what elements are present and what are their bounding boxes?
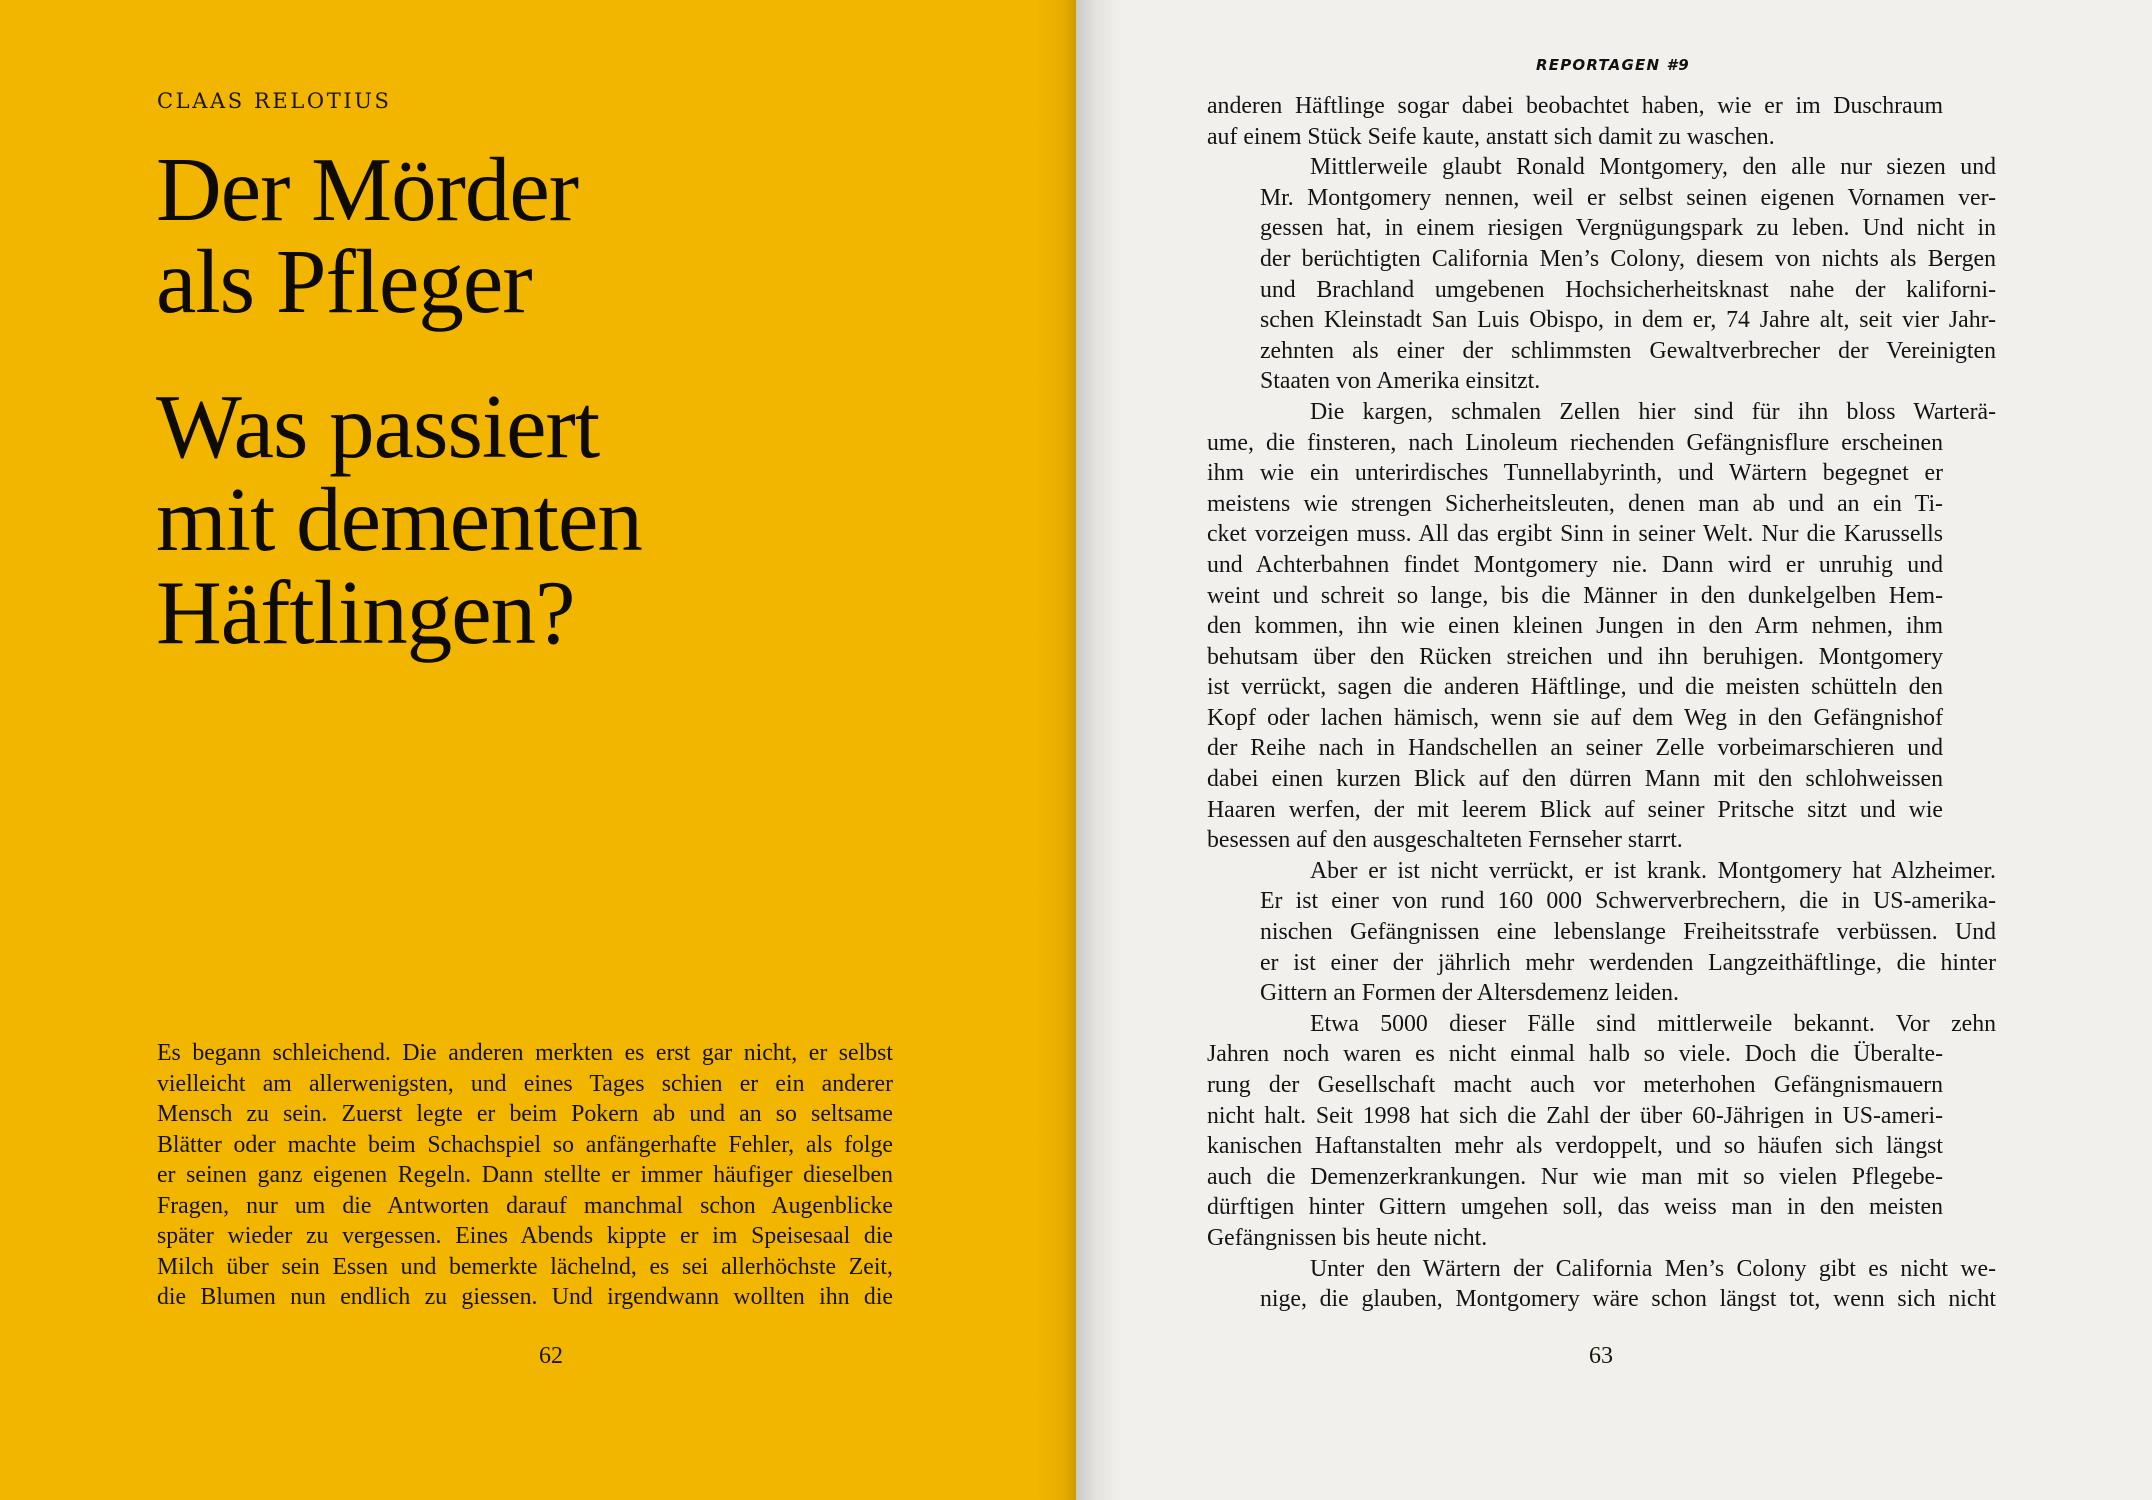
page-number-left: 62 (539, 1343, 563, 1369)
page-number-right: 63 (1589, 1343, 1613, 1369)
text-line: er seinen ganz eigenen Regeln. Dann stellte er immer häufiger dieselben (157, 1162, 893, 1188)
text-line: Es begann schleichend. Die anderen merkten es erst gar nicht, er selbst (157, 1040, 893, 1066)
text-line: schen Kleinstadt San Luis Obispo, in dem er, 74 Jahre alt, seit vier Jahr- (1260, 307, 1996, 334)
article-subtitle (156, 376, 642, 663)
text-line: cket vorzeigen muss. All das ergibt Sinn in seiner Welt. Nur die Karussells (1207, 521, 1943, 548)
text-line: rung der Gesellschaft macht auch vor meterhohen Gefängnismauern (1207, 1072, 1943, 1098)
paragraph-first-line: Aber er ist nicht verrückt, er ist krank. Montgomery hat Alzheimer. (1310, 857, 1996, 884)
text-line: ihm wie ein unterirdisches Tunnellabyrinth, und Wärtern begegnet er (1207, 460, 1943, 487)
text-line: besessen auf den ausgeschalteten Fernseher starrt. (1207, 827, 1683, 854)
text-line: gessen hat, in einem riesigen Vergnügungspark zu leben. Und nicht in (1260, 215, 1996, 242)
paragraph-first-line: Die kargen, schmalen Zellen hier sind für ihn bloss Warterä- (1310, 398, 1996, 425)
text-line: Mensch zu sein. Zuerst legte er beim Pokern ab und an so seltsame (157, 1101, 893, 1127)
text-line: später wieder zu vergessen. Eines Abends kippte er im Speisesaal die (157, 1223, 893, 1249)
text-line: er ist einer der jährlich mehr werdenden Langzeithäftlinge, die hinter (1260, 949, 1996, 976)
author-name: CLAAS RELOTIUS (157, 89, 392, 113)
text-line: dürftigen hinter Gittern umgehen soll, das weiss man in den meisten (1207, 1194, 1943, 1221)
text-line: Fragen, nur um die Antworten darauf manchmal schon Augenblicke (157, 1192, 893, 1219)
text-line: Mr. Montgomery nennen, weil er selbst seinen eigenen Vornamen ver- (1260, 184, 1996, 211)
text-line: kanischen Haftanstalten mehr als verdoppelt, und so häufen sich längst (1207, 1133, 1943, 1160)
running-head: REPORTAGEN #9 (1536, 56, 1690, 74)
text-line: auch die Demenzerkrankungen. Nur wie man mit so vielen Pflegebe- (1207, 1163, 1943, 1190)
text-line: Gefängnissen bis heute nicht. (1207, 1224, 1488, 1251)
text-line: und Brachland umgebenen Hochsicherheitsknast nahe der kaliforni- (1260, 276, 1996, 303)
paragraph-first-line: Unter den Wärtern der California Men’s Colony gibt es nicht we- (1310, 1255, 1996, 1282)
text-line: dabei einen kurzen Blick auf den dürren Mann mit den schlohweissen (1207, 766, 1943, 793)
text-line: vielleicht am allerwenigsten, und eines Tages schien er ein anderer (157, 1070, 893, 1097)
title-line: als Pfleger (156, 231, 532, 332)
intro-paragraph (157, 1038, 893, 1313)
text-line: den kommen, ihn wie einen kleinen Jungen in den Arm nehmen, ihm (1207, 613, 1943, 640)
text-line: zehnten als einer der schlimmsten Gewaltverbrecher der Vereinigten (1260, 337, 1996, 364)
text-line: ume, die finsteren, nach Linoleum riechenden Gefängnisflure erscheinen (1207, 429, 1943, 456)
text-line: Er ist einer von rund 160 000 Schwerverbrechern, die in US-amerika- (1260, 888, 1996, 915)
subtitle-line: Häftlingen? (156, 562, 575, 663)
paragraph-first-line: Mittlerweile glaubt Ronald Montgomery, den alle nur siezen und (1310, 154, 1996, 181)
text-line: Milch über sein Essen und bemerkte lächelnd, es sei allerhöchste Zeit, (157, 1253, 893, 1280)
text-line: nicht halt. Seit 1998 hat sich die Zahl der über 60-Jährigen in US-ameri- (1207, 1102, 1943, 1129)
text-line: meistens wie strengen Sicherheitsleuten, denen man ab und an ein Ti- (1207, 490, 1943, 517)
text-line: Jahren noch waren es nicht einmal halb so viele. Doch die Überalte- (1207, 1041, 1943, 1068)
article-body (1207, 91, 1996, 1315)
subtitle-line: mit dementen (156, 469, 642, 570)
text-line: Gittern an Formen der Altersdemenz leiden. (1260, 980, 1679, 1007)
text-line: und Achterbahnen findet Montgomery nie. Dann wird er unruhig und (1207, 551, 1943, 578)
text-line: nige, die glauben, Montgomery wäre schon längst tot, wenn sich nicht (1260, 1286, 1996, 1313)
subtitle-line: Was passiert (156, 376, 600, 477)
text-line: Kopf oder lachen hämisch, wenn sie auf dem Weg in den Gefängnishof (1207, 704, 1943, 731)
text-line: Haaren werfen, der mit leerem Blick auf seiner Pritsche sitzt und wie (1207, 796, 1943, 823)
text-line: anderen Häftlinge sogar dabei beobachtet haben, wie er im Duschraum (1207, 93, 1943, 119)
text-line: auf einem Stück Seife kaute, anstatt sich damit zu waschen. (1207, 123, 1775, 150)
article-title (156, 139, 579, 332)
text-line: der Reihe nach in Handschellen an seiner Zelle vorbeimarschieren und (1207, 735, 1943, 762)
text-line: behutsam über den Rücken streichen und ihn beruhigen. Montgomery (1207, 643, 1943, 670)
right-page-gutter-shadow (1076, 0, 1122, 1500)
gutter-shadow (1036, 0, 1076, 1500)
text-line: weint und schreit so lange, bis die Männer in den dunkelgelben Hem- (1207, 582, 1943, 609)
text-line: nischen Gefängnissen eine lebenslange Freiheitsstrafe verbüssen. Und (1260, 919, 1996, 946)
title-line: Der Mörder (156, 139, 579, 240)
text-line: Staaten von Amerika einsitzt. (1260, 368, 1541, 395)
paragraph-first-line: Etwa 5000 dieser Fälle sind mittlerweile bekannt. Vor zehn (1310, 1010, 1996, 1037)
text-line: die Blumen nun endlich zu giessen. Und irgendwann wollten ihn die (157, 1284, 893, 1310)
text-line: Blätter oder machte beim Schachspiel so anfängerhafte Fehler, als folge (157, 1131, 893, 1158)
text-line: der berüchtigten California Men’s Colony, diesem von nichts als Bergen (1260, 245, 1996, 272)
text-line: ist verrückt, sagen die anderen Häftlinge, und die meisten schütteln den (1207, 674, 1943, 701)
